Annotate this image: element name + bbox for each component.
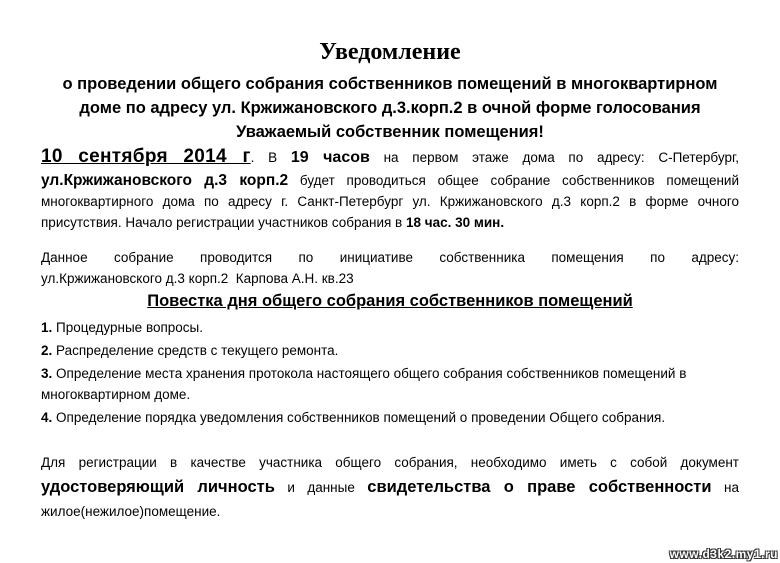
agenda-item-number: 4. [41, 410, 53, 425]
notice-subtitle [40, 72, 740, 144]
subtitle-line-1: о проведении общего собрания собственников помещений в многоквартирном [62, 75, 718, 93]
meeting-line-2-rest: будет проводиться общее собрание собственников помещений [299, 173, 739, 188]
requirements-mid: и данные [287, 480, 355, 495]
ownership-certificate: свидетельства о праве собственности [367, 478, 712, 496]
id-document: удостоверяющий личность [41, 478, 275, 496]
agenda-item [41, 363, 741, 405]
meeting-line-1-rest: на первом этаже дома по адресу: С-Петербург, [383, 150, 739, 165]
meeting-line-3: многоквартирного дома по адресу г. Санкт-Петербург ул. Кржижановского д.3 корп.2 в форме очного [41, 194, 739, 209]
agenda-item-number: 1. [41, 320, 53, 335]
agenda-item [41, 407, 741, 428]
initiator-line-1: Данное собрание проводится по инициативе собственника помещения по адресу: [41, 250, 739, 265]
agenda-list [41, 317, 741, 430]
registration-requirements [41, 451, 739, 524]
meeting-line-4-text: присутствия. Начало регистрации участников собрания в [41, 215, 403, 230]
greeting: Уважаемый собственник помещения! [236, 123, 544, 141]
date-suffix: . В [250, 150, 278, 165]
meeting-address: ул.Кржижановского д.3 корп.2 [41, 172, 289, 189]
requirements-end: на [723, 480, 739, 495]
agenda-item [41, 317, 741, 338]
initiator-paragraph [41, 247, 739, 289]
agenda-item-text: Определение порядка уведомления собственников помещений о проведении Общего собрания. [56, 410, 666, 425]
registration-time: 18 час. 30 мин. [406, 215, 505, 230]
agenda-item-number: 3. [41, 366, 53, 381]
site-watermark: www.d3k2.my1.ru [669, 547, 778, 561]
meeting-date: 10 сентября 2014 г [41, 146, 251, 167]
subtitle-line-2: доме по адресу ул. Кржижановского д.3.корп.2 в очной форме голосования [79, 99, 701, 117]
requirements-line-2 [41, 475, 739, 500]
requirements-line-1: Для регистрации в качестве участника общего собрания, необходимо иметь с собой документ [41, 455, 739, 470]
agenda-item-text: Процедурные вопросы. [56, 320, 204, 335]
requirements-line-3: жилое(нежилое)помещение. [41, 504, 221, 519]
meeting-line-2 [41, 170, 739, 191]
meeting-paragraph [41, 146, 739, 233]
initiator-line-2: ул.Кржижановского д.3 корп.2 Карпова А.Н. кв.23 [41, 271, 354, 286]
meeting-line-1 [41, 146, 739, 168]
agenda-item-number: 2. [41, 343, 53, 358]
agenda-item-text: Распределение средств с текущего ремонта. [56, 343, 339, 358]
meeting-hour: 19 часов [290, 149, 370, 166]
notice-title: Уведомление [319, 39, 461, 65]
agenda-item [41, 340, 741, 361]
agenda-title: Повестка дня общего собрания собственников помещений [147, 292, 633, 310]
agenda-item-text: Определение места хранения протокола настоящего общего собрания собственников помещений в многоквартирном доме. [41, 366, 687, 402]
meeting-line-4 [41, 212, 739, 233]
